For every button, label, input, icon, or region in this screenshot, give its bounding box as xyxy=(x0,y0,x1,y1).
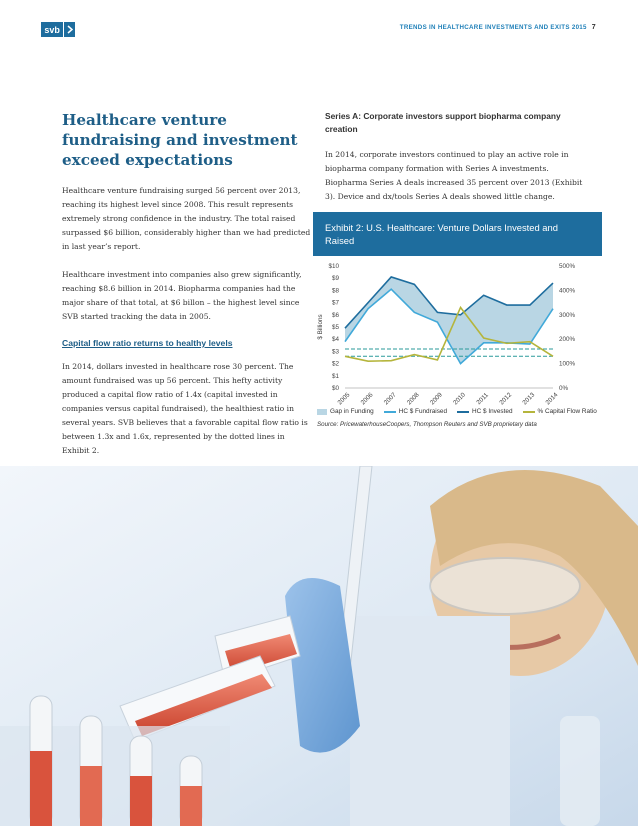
paragraph-capital-flow: In 2014, dollars invested in healthcare rose 30 percent. The amount fundraised was up 56 percent. This hefty activity produced a capital flow ratio of 1.4x (capital invested in companies versus capital fundraised), the healthiest ratio in several years. SVB believes that a favorable capital flow ratio is between 1.3x and 1.6x, represented by the dotted lines in Exhibit 2. xyxy=(62,362,308,455)
x-tick-label: 2007 xyxy=(382,391,398,407)
left-column xyxy=(62,110,312,458)
running-header xyxy=(400,24,596,31)
x-tick-label: 2006 xyxy=(359,391,375,407)
legend-item xyxy=(384,408,447,415)
y2-tick-label: 300% xyxy=(559,311,576,319)
right-column xyxy=(325,110,587,204)
y2-tick-label: 400% xyxy=(559,287,576,295)
paragraph-investment: Healthcare investment into companies also grew significantly, reaching $8.6 billion in 2014. Biopharma companies had the major share of that total, at $6 billon – the highest level since SVB started tracking the data in 2005. xyxy=(62,270,302,321)
header-title: TRENDS IN HEALTHCARE INVESTMENTS AND EXITS 2015 xyxy=(399,24,587,31)
x-tick-label: 2009 xyxy=(428,391,444,407)
y2-tick-label: 100% xyxy=(559,360,576,368)
gap-in-funding-area xyxy=(345,277,553,364)
y-tick-label: $5 xyxy=(331,324,339,331)
y-tick-label: $9 xyxy=(331,275,339,283)
legend-swatch xyxy=(317,409,327,415)
x-tick-label: 2012 xyxy=(498,391,514,407)
legend-item xyxy=(457,408,513,415)
chevron-right-icon xyxy=(64,22,75,37)
x-tick-label: 2005 xyxy=(336,391,352,407)
y-tick-label: $10 xyxy=(328,263,339,270)
paragraph-fundraising: Healthcare venture fundraising surged 56 percent over 2013, reaching its highest level since 2008. This result represents extremely strong confidence in the industry. The total raised surpassed $6 billion, considerably higher than we had predicted in last year’s report. xyxy=(62,186,311,251)
logo-text: svb xyxy=(41,22,63,37)
x-tick-label: 2011 xyxy=(475,391,490,407)
y-axis-label: $ Billions xyxy=(317,314,324,340)
venture-dollars-chart xyxy=(313,256,613,431)
capital-flow-subheading: Capital flow ratio returns to healthy levels xyxy=(62,338,233,348)
legend-swatch xyxy=(384,411,396,413)
paragraph-series-a: In 2014, corporate investors continued to play an active role in biopharma company formation with Series A investments. Biopharma Series A deals increased 35 percent over 2013 (Exhibit 3). Device and dx/tools Series A deals showed little change. xyxy=(325,150,583,201)
chart-legend xyxy=(317,408,597,415)
exhibit-title: Exhibit 2: U.S. Healthcare: Venture Dollars Invested and Raised xyxy=(325,222,558,246)
legend-item xyxy=(317,408,374,415)
y-tick-label: $7 xyxy=(331,299,339,307)
article-heading: Healthcare venture fundraising and investment exceed expectations xyxy=(62,111,298,169)
y-tick-label: $8 xyxy=(331,287,339,295)
svb-logo xyxy=(41,22,75,37)
chart-source: Source: PricewaterhouseCoopers, Thompson Reuters and SVB proprietary data xyxy=(317,421,537,428)
legend-label: HC $ Fundraised xyxy=(398,408,448,415)
x-tick-label: 2014 xyxy=(544,391,560,407)
legend-label: % Capital Flow Ratio xyxy=(537,408,597,415)
scientist-lab-photo xyxy=(0,466,638,826)
page-number: 7 xyxy=(591,24,596,31)
y-tick-label: $3 xyxy=(331,348,339,356)
y-tick-label: $0 xyxy=(331,385,339,392)
y2-tick-label: 200% xyxy=(559,336,576,344)
legend-label: Gap in Funding xyxy=(330,408,374,415)
legend-item xyxy=(523,408,597,415)
legend-swatch xyxy=(523,411,535,413)
lab-illustration xyxy=(0,466,638,826)
x-tick-label: 2013 xyxy=(521,391,537,407)
exhibit-title-box xyxy=(313,212,602,256)
y-tick-label: $2 xyxy=(331,360,339,368)
y2-tick-label: 0% xyxy=(559,385,569,392)
series-a-heading: Series A: Corporate investors support biopharma company creation xyxy=(325,111,561,134)
y-tick-label: $1 xyxy=(331,372,339,380)
y-tick-label: $6 xyxy=(331,311,339,319)
x-tick-label: 2010 xyxy=(452,391,467,407)
y-tick-label: $4 xyxy=(331,336,339,344)
x-tick-label: 2008 xyxy=(405,391,421,407)
legend-swatch xyxy=(457,411,469,413)
y2-tick-label: 500% xyxy=(559,263,576,270)
legend-label: HC $ Invested xyxy=(472,408,513,415)
